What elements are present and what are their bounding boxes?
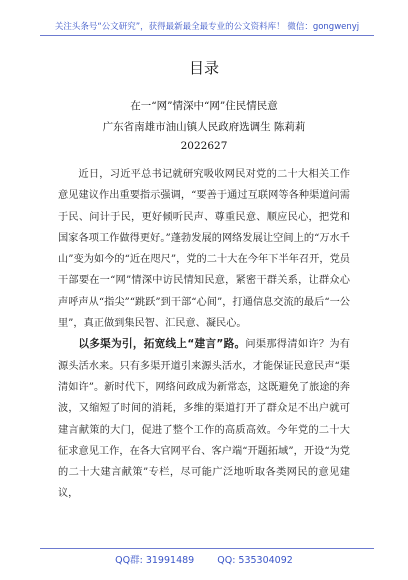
header-divider [40, 35, 374, 36]
paragraph-1: 近日，习近平总书记就研究吸收网民对党的二十大相关工作意见建议作出重要指示强调，“要善于通过互联网等各种渠道问需于民、问计于民，更好倾听民声、尊重民意、顺应民心，把党和国家各项工作做得更好。”蓬勃发展的网络发展让空间上的“万水千山”变为如今的“近在咫尺”，党的二十大在今年下半年召开，党员干部要在一“网”情深中访民情知民意，紧密干群关系，让群众心声呼声从“指尖”“跳跃”到干部“心间”，打通信息交流的最后“一公里”，真正做到集民智、汇民意、凝民心。 [58, 169, 350, 330]
paragraph-2 [58, 334, 350, 504]
author-line: 广东省南雄市油山镇人民政府选调生 陈莉莉 [102, 121, 306, 133]
paragraph-2-body: 问渠那得清如许？为有源头活水来。只有多渠开道引来源头活水，才能保证民意民声“渠清如许”。新时代下，网络问政成为新常态，这既避免了旅途的奔波，又缩短了时间的消耗，多维的渠道打开了群众足不出户就可建言献策的大门，促进了整个工作的高质高效。今年党的二十大征求意见工作，在各大官网平台、客户端“开题拓域”，开设“为党的二十大建言献策”专栏，尽可能广泛地听取各类网民的意见建议， [58, 339, 350, 500]
page-title: 目录 [188, 59, 219, 77]
header-banner: 关注头条号“公文研究”，获得最新最全最专业的公文资料库！ 微信：gongwenyj [54, 22, 360, 32]
article-body [58, 164, 350, 505]
footer-divider [40, 548, 374, 549]
paragraph-2-heading: 以多渠为引，拓宽线上“建言”路。 [78, 338, 246, 351]
footer [0, 552, 408, 566]
footer-qq: QQ: 535304092 [217, 555, 293, 566]
footer-qq-group: QQ群: 31991489 [115, 555, 195, 566]
article-title: 在一“网”情深中“网”住民情民意 [130, 100, 278, 112]
article-date: 2022627 [180, 140, 228, 152]
